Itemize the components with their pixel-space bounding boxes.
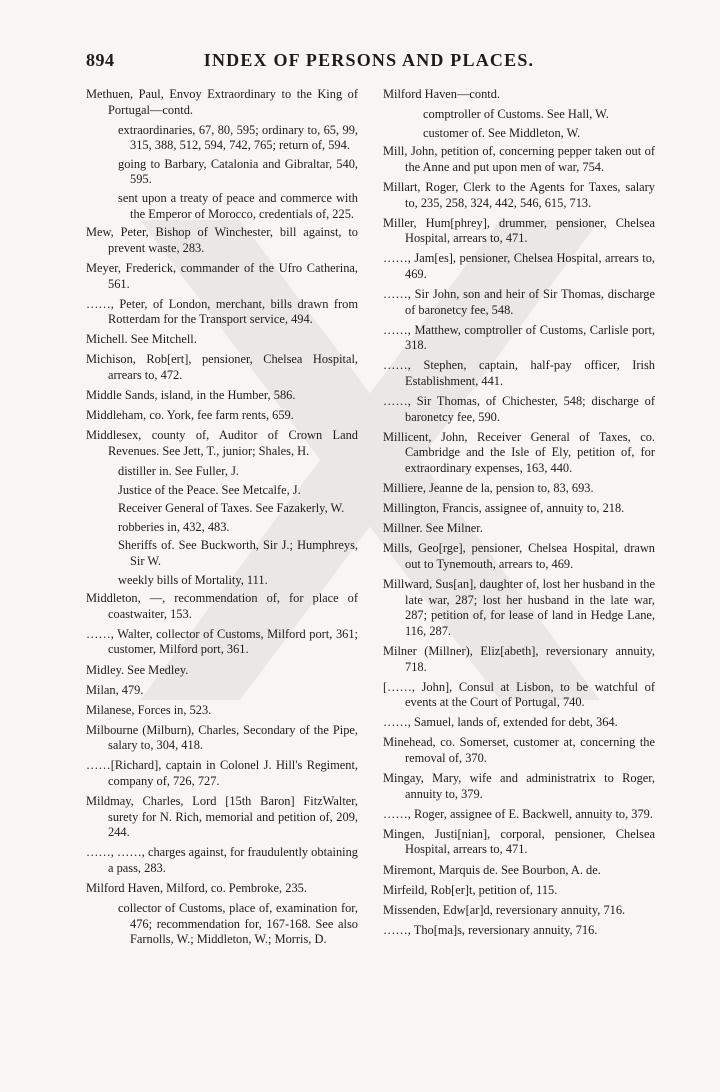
index-entry: weekly bills of Mortality, 111. bbox=[118, 572, 268, 587]
index-entry: Milner (Millner), Eliz[abeth], reversionary annuity, 718. bbox=[383, 643, 655, 674]
index-entry: customer of. See Middleton, W. bbox=[423, 125, 581, 140]
index-entry: ……, Tho[ma]s, reversionary annuity, 716. bbox=[383, 922, 598, 937]
page-header bbox=[86, 50, 652, 74]
index-entry: Mingay, Mary, wife and administratrix to Roger, annuity to, 379. bbox=[383, 771, 655, 801]
index-entry: Millington, Francis, assignee of, annuity to, 218. bbox=[383, 501, 625, 516]
index-entry: Midley. See Medley. bbox=[86, 662, 189, 677]
index-entry: Mew, Peter, Bishop of Winchester, bill against, to prevent waste, 283. bbox=[86, 225, 358, 255]
index-entry: Sheriffs of. See Buckworth, Sir J.; Humphreys, Sir W. bbox=[118, 538, 358, 568]
index-entry: Millner. See Milner. bbox=[383, 521, 483, 536]
index-entry: Michison, Rob[ert], pensioner, Chelsea Hospital, arrears to, 472. bbox=[86, 352, 358, 382]
index-entry: Missenden, Edw[ar]d, reversionary annuity, 716. bbox=[383, 902, 626, 917]
index-entry: Middleham, co. York, fee farm rents, 659. bbox=[86, 408, 294, 423]
index-entry: ……, Sir John, son and heir of Sir Thomas, discharge of baronetcy fee, 548. bbox=[383, 287, 655, 317]
index-entry: ……, Samuel, lands of, extended for debt, 364. bbox=[383, 715, 618, 730]
running-title: INDEX OF PERSONS AND PLACES. bbox=[203, 50, 535, 70]
index-entry: Methuen, Paul, Envoy Extraordinary to the King of Portugal—contd. bbox=[86, 87, 358, 117]
index-entry: going to Barbary, Catalonia and Gibraltar, 540, 595. bbox=[118, 156, 358, 187]
index-entry: ……, Roger, assignee of E. Backwell, annuity to, 379. bbox=[383, 806, 653, 821]
index-entry: Milan, 479. bbox=[86, 682, 144, 697]
index-entry: Michell. See Mitchell. bbox=[86, 332, 197, 347]
index-entry: ……, Stephen, captain, half-pay officer, Irish Establishment, 441. bbox=[383, 358, 655, 388]
index-entry: Milanese, Forces in, 523. bbox=[86, 702, 212, 717]
index-entry: extraordinaries, 67, 80, 595; ordinary to, 65, 99, 315, 388, 512, 594, 742, 765; return of, 594. bbox=[118, 122, 358, 153]
index-entry: Minehead, co. Somerset, customer at, concerning the removal of, 370. bbox=[383, 735, 655, 765]
index-entry: Mirfeild, Rob[er]t, petition of, 115. bbox=[383, 882, 558, 897]
right-column bbox=[383, 87, 655, 943]
index-entry: Miremont, Marquis de. See Bourbon, A. de. bbox=[383, 862, 601, 877]
index-entry: collector of Customs, place of, examination for, 476; recommendation for, 167-168. See also Farnolls, W.; Middleton, W.; Morris, D. bbox=[118, 901, 358, 947]
index-entry: Milford Haven, Milford, co. Pembroke, 235. bbox=[86, 881, 307, 896]
index-entry: Middle Sands, island, in the Humber, 586. bbox=[86, 388, 296, 403]
index-entry: Miller, Hum[phrey], drummer, pensioner, Chelsea Hospital, arrears to, 471. bbox=[383, 215, 655, 246]
index-entry: Mildmay, Charles, Lord [15th Baron] FitzWalter, surety for N. Rich, memorial and petition of, 209, 244. bbox=[86, 794, 358, 840]
index-entry: Mill, John, petition of, concerning pepper taken out of the Anne and put upon men of war, 754. bbox=[383, 144, 655, 174]
index-entry: ……, Walter, collector of Customs, Milford port, 361; customer, Milford port, 361. bbox=[86, 626, 358, 657]
left-column bbox=[86, 87, 358, 951]
index-entry: Middlesex, county of, Auditor of Crown Land Revenues. See Jett, T., junior; Shales, H. bbox=[86, 428, 358, 458]
index-entry: ……[Richard], captain in Colonel J. Hill's Regiment, company of, 726, 727. bbox=[86, 758, 358, 789]
index-entry: Justice of the Peace. See Metcalfe, J. bbox=[118, 482, 301, 497]
index-entry: Milford Haven—contd. bbox=[383, 87, 500, 101]
index-entry: Millart, Roger, Clerk to the Agents for Taxes, salary to, 235, 258, 324, 442, 546, 615, 713. bbox=[383, 179, 655, 210]
index-entry: ……, Matthew, comptroller of Customs, Carlisle port, 318. bbox=[383, 322, 655, 353]
index-entry: ……, Peter, of London, merchant, bills drawn from Rotterdam for the Transport service, 494. bbox=[86, 296, 358, 327]
index-entry: Millward, Sus[an], daughter of, lost her husband in the late war, 287; lost her husband in the late war, 287; petition of, for lease of land in Hedge Lane, 116, 287. bbox=[383, 577, 655, 638]
index-entry: sent upon a treaty of peace and commerce with the Emperor of Morocco, credentials of, 225. bbox=[118, 191, 358, 221]
index-entry: Mingen, Justi[nian], corporal, pensioner, Chelsea Hospital, arrears to, 471. bbox=[383, 826, 655, 857]
index-entry: Milbourne (Milburn), Charles, Secondary of the Pipe, salary to, 304, 418. bbox=[86, 722, 358, 753]
index-entry: ……, Jam[es], pensioner, Chelsea Hospital, arrears to, 469. bbox=[383, 251, 655, 281]
index-entry: ……, ……, charges against, for fraudulently obtaining a pass, 283. bbox=[86, 845, 358, 876]
index-entry: Mills, Geo[rge], pensioner, Chelsea Hospital, drawn out to Tynemouth, arrears to, 469. bbox=[383, 541, 655, 571]
index-entry: Millicent, John, Receiver General of Taxes, co. Cambridge and the Isle of Ely, petition of, for extraordinary expenses, 163, 440. bbox=[383, 429, 655, 475]
index-entry: robberies in, 432, 483. bbox=[118, 519, 230, 534]
index-entry: Middleton, —, recommendation of, for place of coastwaiter, 153. bbox=[86, 591, 358, 621]
index-entry: [……, John], Consul at Lisbon, to be watchful of events at the Court of Portugal, 740. bbox=[383, 679, 655, 710]
index-entry: Meyer, Frederick, commander of the Ufro Catherina, 561. bbox=[86, 260, 358, 291]
index-entry: ……, Sir Thomas, of Chichester, 548; discharge of baronetcy fee, 590. bbox=[383, 394, 655, 424]
index-entry: comptroller of Customs. See Hall, W. bbox=[423, 107, 609, 122]
page-number: 894 bbox=[86, 50, 115, 70]
index-entry: distiller in. See Fuller, J. bbox=[118, 463, 239, 478]
index-entry: Milliere, Jeanne de la, pension to, 83, 693. bbox=[383, 481, 594, 496]
index-entry: Receiver General of Taxes. See Fazakerly, W. bbox=[118, 501, 345, 516]
